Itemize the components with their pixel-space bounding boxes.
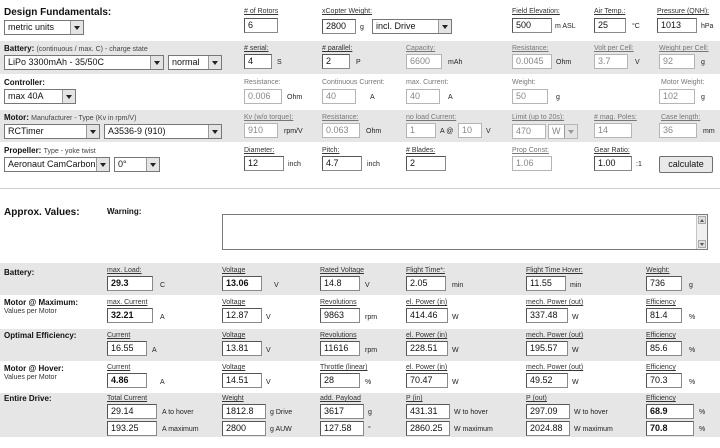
optimal-current-unit: A: [152, 347, 157, 354]
kv-input[interactable]: 910: [244, 123, 278, 138]
total-current-max-unit: A maximum: [162, 426, 199, 433]
battery-title-text: Battery:: [4, 44, 35, 53]
parallel-unit: P: [356, 59, 361, 66]
p-out-max-unit: W maximum: [574, 426, 613, 433]
flight-time-hover-value: 11.55: [526, 276, 566, 291]
gear-ratio-label: Gear Ratio:: [594, 147, 630, 154]
max-current-result-value: 32.21: [107, 308, 153, 323]
motor-title: [4, 113, 136, 122]
total-current-max-value: 193.25: [107, 421, 157, 436]
p-out-label: P (out): [526, 395, 547, 402]
serial-label: # serial:: [244, 45, 269, 52]
battery-resistance-input[interactable]: 0.0045: [512, 54, 552, 69]
controller-select[interactable]: [4, 89, 76, 104]
yoke-twist-value: 0°: [118, 159, 127, 169]
max-current-result-unit: A: [160, 314, 165, 321]
pressure-input[interactable]: 1013: [657, 18, 697, 33]
gear-ratio-input[interactable]: 1.00: [594, 156, 632, 171]
volt-per-cell-input[interactable]: 3.7: [594, 54, 628, 69]
optimal-mech-power-label: mech. Power (out): [526, 332, 584, 339]
parallel-input[interactable]: 2: [322, 54, 350, 69]
pressure-label: Pressure (QNH):: [657, 8, 710, 15]
pitch-unit: inch: [367, 161, 380, 168]
battery-voltage-value: 13.06: [222, 276, 262, 291]
hover-efficiency-value: 70.3: [646, 373, 682, 388]
total-current-hover-unit: A to hover: [162, 409, 194, 416]
rotors-label: # of Rotors: [244, 8, 279, 15]
motor-resistance-unit: Ohm: [366, 128, 382, 135]
case-length-input[interactable]: 36: [659, 123, 697, 138]
optimal-current-value: 16.55: [107, 341, 147, 356]
hover-voltage-label: Voltage: [222, 364, 246, 371]
total-current-hover-value: 29.14: [107, 404, 157, 419]
optimal-revolutions-label: Revolutions: [320, 332, 357, 339]
flight-time-label: Flight Time*:: [406, 267, 445, 274]
yoke-twist-select[interactable]: [114, 157, 160, 172]
entire-drive-title: Entire Drive:: [4, 394, 52, 403]
drive-efficiency-max-value: 70.8: [646, 421, 694, 436]
kv-unit: rpm/V: [284, 128, 303, 135]
battery-weight-label: Weight:: [646, 267, 670, 274]
tilt-unit: °: [368, 426, 371, 433]
p-in-max-unit: W maximum: [454, 426, 493, 433]
battery-weight-unit: g: [689, 282, 693, 289]
throttle-value: 28: [320, 373, 360, 388]
poles-label: # mag. Poles:: [594, 114, 637, 121]
battery-subtitle: (continuous / max. C) - charge state: [36, 46, 148, 53]
max-efficiency-unit: %: [689, 314, 696, 321]
payload-unit: g: [368, 409, 372, 416]
total-current-label: Total Current: [107, 395, 148, 402]
p-out-hover-value: 297.09: [526, 404, 570, 419]
optimal-mech-power-unit: W: [572, 347, 579, 354]
continuous-current-unit: A: [370, 94, 375, 101]
hover-mech-power-unit: W: [572, 379, 579, 386]
tilt-value: 127.58: [320, 421, 364, 436]
motor-title-text: Motor:: [4, 113, 29, 122]
warning-textarea[interactable]: [222, 214, 708, 250]
weight-per-cell-unit: g: [701, 59, 705, 66]
auw-weight-unit: g AUW: [270, 426, 292, 433]
motor-subtitle: Manufacturer - Type (Kv in rpm/V): [31, 115, 137, 122]
scroll-down-icon[interactable]: [698, 240, 706, 248]
hover-current-unit: A: [160, 379, 165, 386]
max-load-label: max. Load:: [107, 267, 142, 274]
max-load-value: 29.3: [107, 276, 153, 291]
scroll-up-icon[interactable]: [698, 216, 706, 224]
p-in-hover-unit: W to hover: [454, 409, 488, 416]
battery-voltage-unit: V: [274, 282, 279, 289]
diameter-label: Diameter:: [244, 147, 275, 154]
rated-voltage-unit: V: [365, 282, 370, 289]
continuous-current-label: Continuous Current:: [322, 79, 385, 86]
no-load-voltage-unit: V: [486, 128, 491, 135]
optimal-title: Optimal Efficiency:: [4, 331, 77, 340]
controller-weight-input[interactable]: 50: [512, 89, 548, 104]
serial-input[interactable]: 4: [244, 54, 272, 69]
limit-unit-select[interactable]: [548, 124, 578, 139]
optimal-efficiency-unit: %: [689, 347, 696, 354]
drive-select-value: incl. Drive: [376, 21, 416, 31]
max-mech-power-unit: W: [572, 314, 579, 321]
parallel-label: # parallel:: [322, 45, 353, 52]
max-revolutions-value: 9863: [320, 308, 360, 323]
rated-voltage-label: Rated Voltage: [320, 267, 364, 274]
weight-per-cell-input[interactable]: 92: [659, 54, 695, 69]
motor-resistance-label: Resistance:: [322, 114, 359, 121]
optimal-efficiency-label: Efficiency: [646, 332, 676, 339]
battery-type-value: LiPo 3300mAh - 35/50C: [8, 57, 105, 67]
design-fundamentals-title: Design Fundamentals:: [4, 7, 112, 18]
optimal-voltage-value: 13.81: [222, 341, 262, 356]
hover-el-power-label: el. Power (in): [406, 364, 448, 371]
max-efficiency-value: 81.4: [646, 308, 682, 323]
optimal-mech-power-value: 195.57: [526, 341, 568, 356]
max-efficiency-label: Efficiency: [646, 299, 676, 306]
section-divider: [0, 188, 720, 189]
motor-weight-unit: g: [701, 94, 705, 101]
battery-results-title: Battery:: [4, 268, 35, 277]
propeller-type-value: Aeronaut CamCarbon: [8, 159, 96, 169]
chevron-down-icon: [86, 125, 99, 138]
motor-weight-label: Motor Weight:: [661, 79, 705, 86]
flight-time-value: 2.05: [406, 276, 446, 291]
auw-weight-value: 2800: [222, 421, 266, 436]
drive-weight-value: 1812.8: [222, 404, 266, 419]
optimal-current-label: Current: [107, 332, 131, 339]
chevron-down-icon: [564, 125, 577, 138]
propeller-subtitle: Type - yoke twist: [43, 148, 96, 155]
controller-title: Controller:: [4, 78, 45, 87]
hover-el-power-unit: W: [452, 379, 459, 386]
gear-ratio-unit: :1: [636, 161, 642, 168]
warning-scrollbar[interactable]: [696, 215, 707, 249]
drive-efficiency-hover-value: 68.9: [646, 404, 694, 419]
approx-values-title: Approx. Values:: [4, 207, 80, 218]
elevation-label: Field Elevation:: [512, 8, 560, 15]
chevron-down-icon: [146, 158, 159, 171]
optimal-revolutions-unit: rpm: [365, 347, 378, 354]
flight-time-hover-label: Flight Time Hover:: [526, 267, 583, 274]
case-length-label: Case length:: [661, 114, 701, 121]
flight-time-unit: min: [452, 282, 464, 289]
p-in-max-value: 2860.25: [406, 421, 450, 436]
chevron-down-icon: [438, 20, 451, 33]
case-length-unit: mm: [703, 128, 715, 135]
motor-hover-title: Motor @ Hover:: [4, 364, 64, 373]
drive-efficiency-label: Efficiency: [646, 395, 676, 402]
poles-input[interactable]: 14: [594, 123, 632, 138]
volt-per-cell-label: Volt per Cell:: [594, 45, 634, 52]
pitch-input[interactable]: 4.7: [322, 156, 362, 171]
motor-max-title: Motor @ Maximum:: [4, 298, 79, 307]
max-revolutions-unit: rpm: [365, 314, 378, 321]
pressure-unit: hPa: [701, 23, 714, 30]
rotors-input[interactable]: 6: [244, 18, 278, 33]
hover-voltage-unit: V: [266, 379, 271, 386]
elevation-unit: m ASL: [555, 23, 576, 30]
controller-weight-label: Weight:: [512, 79, 536, 86]
units-select[interactable]: [4, 20, 84, 35]
weight-per-cell-label: Weight per Cell:: [659, 45, 709, 52]
max-mech-power-value: 337.48: [526, 308, 568, 323]
air-temp-label: Air Temp.:: [594, 8, 626, 15]
drive-select[interactable]: [372, 19, 452, 34]
p-in-label: P (in): [406, 395, 423, 402]
flight-time-hover-unit: min: [570, 282, 582, 289]
prop-const-label: Prop Const:: [512, 147, 549, 154]
max-current-input[interactable]: 40: [406, 89, 440, 104]
propeller-type-select[interactable]: [4, 157, 110, 172]
optimal-el-power-label: el. Power (in): [406, 332, 448, 339]
optimal-voltage-label: Voltage: [222, 332, 246, 339]
charge-state-value: normal: [172, 57, 200, 67]
blades-label: # Blades:: [406, 147, 436, 154]
no-load-voltage-input[interactable]: 10: [458, 123, 482, 138]
battery-weight-value: 736: [646, 276, 682, 291]
hover-mech-power-label: mech. Power (out): [526, 364, 584, 371]
limit-input[interactable]: 470: [512, 124, 546, 139]
max-current-unit: A: [448, 94, 453, 101]
hover-current-value: 4.86: [107, 373, 147, 388]
motor-type-select[interactable]: [104, 124, 222, 139]
optimal-el-power-value: 228.51: [406, 341, 448, 356]
air-temp-unit: °C: [632, 23, 640, 30]
max-current-result-label: max. Current: [107, 299, 148, 306]
optimal-revolutions-value: 11616: [320, 341, 360, 356]
no-load-mid-unit: A @: [440, 128, 454, 135]
controller-weight-unit: g: [556, 94, 560, 101]
hover-efficiency-label: Efficiency: [646, 364, 676, 371]
motor-maker-value: RCTimer: [8, 126, 44, 136]
max-mech-power-label: mech. Power (out): [526, 299, 584, 306]
hover-current-label: Current: [107, 364, 131, 371]
controller-resistance-input[interactable]: 0.006: [244, 89, 282, 104]
drive-efficiency-max-unit: %: [699, 426, 706, 433]
chevron-down-icon: [96, 158, 109, 171]
p-in-hover-value: 431.31: [406, 404, 450, 419]
battery-title: [4, 44, 148, 53]
chevron-down-icon: [70, 21, 83, 34]
optimal-efficiency-value: 85.6: [646, 341, 682, 356]
continuous-current-input[interactable]: 40: [322, 89, 356, 104]
propeller-title-text: Propeller:: [4, 146, 42, 155]
motor-hover-subtitle: Values per Motor: [4, 374, 57, 381]
max-voltage-label: Voltage: [222, 299, 246, 306]
payload-value: 3617: [320, 404, 364, 419]
capacity-unit: mAh: [448, 59, 463, 66]
chevron-down-icon: [208, 125, 221, 138]
copter-weight-label: xCopter Weight:: [322, 8, 373, 15]
optimal-voltage-unit: V: [266, 347, 271, 354]
warning-label: Warning:: [107, 207, 142, 216]
pitch-label: Pitch:: [322, 147, 340, 154]
rated-voltage-value: 14.8: [320, 276, 360, 291]
battery-resistance-label: Resistance:: [512, 45, 549, 52]
max-revolutions-label: Revolutions: [320, 299, 357, 306]
volt-per-cell-unit: V: [635, 59, 640, 66]
optimal-el-power-unit: W: [452, 347, 459, 354]
max-voltage-unit: V: [266, 314, 271, 321]
blades-input[interactable]: 2: [406, 156, 446, 171]
charge-state-select[interactable]: [168, 55, 222, 70]
battery-type-select[interactable]: [4, 55, 164, 70]
motor-maker-select[interactable]: [4, 124, 100, 139]
motor-resistance-input[interactable]: 0.063: [322, 123, 360, 138]
air-temp-input[interactable]: 25: [594, 18, 626, 33]
kv-label: Kv (w/o torque):: [244, 114, 294, 121]
prop-const-input[interactable]: 1.06: [512, 156, 552, 171]
drive-efficiency-hover-unit: %: [699, 409, 706, 416]
hover-efficiency-unit: %: [689, 379, 696, 386]
copter-weight-unit: g: [360, 24, 364, 31]
chevron-down-icon: [208, 56, 221, 69]
drive-weight-label: Weight: [222, 395, 244, 402]
hover-voltage-value: 14.51: [222, 373, 262, 388]
serial-unit: S: [277, 59, 282, 66]
motor-max-subtitle: Values per Motor: [4, 308, 57, 315]
motor-type-value: A3536-9 (910): [108, 126, 166, 136]
diameter-input[interactable]: 12: [244, 156, 284, 171]
max-load-unit: C: [160, 282, 166, 289]
controller-resistance-label: Resistance:: [244, 79, 281, 86]
capacity-label: Capacity:: [406, 45, 436, 52]
drive-weight-unit: g Drive: [270, 409, 293, 416]
diameter-unit: inch: [288, 161, 301, 168]
propeller-title: [4, 146, 96, 155]
hover-mech-power-value: 49.52: [526, 373, 568, 388]
max-el-power-label: el. Power (in): [406, 299, 448, 306]
max-current-label: max. Current:: [406, 79, 449, 86]
copter-weight-input[interactable]: 2800: [322, 19, 356, 34]
controller-resistance-unit: Ohm: [287, 94, 303, 101]
payload-label: add. Payload: [320, 395, 361, 402]
controller-select-value: max 40A: [8, 91, 44, 101]
throttle-label: Throttle (linear): [320, 364, 368, 371]
max-el-power-unit: W: [452, 314, 459, 321]
throttle-unit: %: [365, 379, 372, 386]
capacity-input[interactable]: 6600: [406, 54, 442, 69]
hover-el-power-value: 70.47: [406, 373, 448, 388]
elevation-input[interactable]: 500: [512, 18, 552, 33]
no-load-label: no load Current:: [406, 114, 457, 121]
p-out-hover-unit: W to hover: [574, 409, 608, 416]
units-select-value: metric units: [8, 22, 55, 32]
limit-label: Limit (up to 20s):: [512, 114, 565, 121]
battery-resistance-unit: Ohm: [556, 59, 572, 66]
no-load-current-input[interactable]: 1: [406, 123, 436, 138]
battery-voltage-label: Voltage: [222, 267, 246, 274]
max-el-power-value: 414.46: [406, 308, 448, 323]
calculate-button[interactable]: calculate: [659, 156, 713, 173]
chevron-down-icon: [62, 90, 75, 103]
motor-weight-input[interactable]: 102: [659, 89, 695, 104]
limit-unit-value: W: [552, 126, 561, 136]
p-out-max-value: 2024.88: [526, 421, 570, 436]
max-voltage-value: 12.87: [222, 308, 262, 323]
chevron-down-icon: [150, 56, 163, 69]
